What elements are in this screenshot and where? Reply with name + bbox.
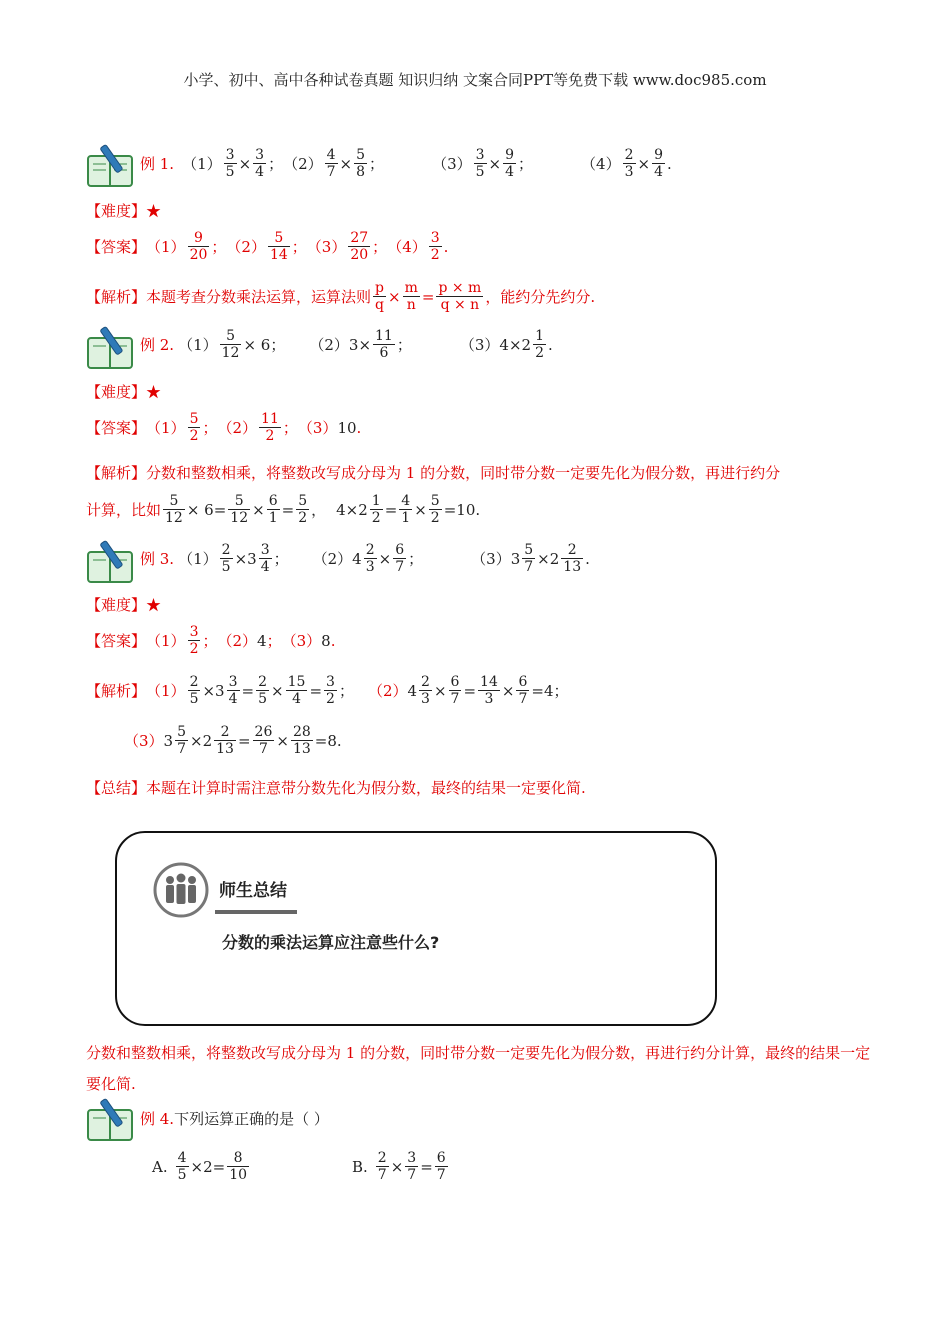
- example-2-line: 例 2. （1） $\frac{5}{12}$ × 6； （2）3× $\frac{11}{6}$ ； （3）4×2 $\frac{1}{2}$ .: [140, 328, 553, 361]
- analysis-line-3: 【解析】 （1） $\frac{2}{5}$ ×3 $\frac{3}{4}$ = $\frac{2}{5}$ × $\frac{15}{4}$ = $\frac{3}{2}$ ； （2） 4 $\frac{2}{3}$ × $\frac{6}{7}$ = $\frac{14}{3}$ × $\frac{6}{7}$ =4；: [86, 674, 569, 707]
- book-pencil-icon: [86, 1096, 134, 1146]
- difficulty-label: 【难度】★: [86, 383, 162, 401]
- fraction: $\frac{4}{7}$: [326, 147, 336, 180]
- fraction: $\frac{2}{3}$: [624, 147, 634, 180]
- teacher-student-summary-box: [115, 831, 717, 1026]
- summary-line: 【总结】本题在计算时需注意带分数先化为假分数，最终的结果一定要化简.: [86, 779, 586, 797]
- example-3-line: 例 3. （1） $\frac{2}{5}$ ×3 $\frac{3}{4}$ ； （2）4 $\frac{2}{3}$ × $\frac{6}{7}$ ； （3）3 $\frac{5}{7}$ ×2 $\frac{2}{13}$ .: [140, 542, 590, 575]
- fraction: $\frac{9}{4}$: [654, 147, 664, 180]
- summary-box-question: 分数的乘法运算应注意些什么?: [222, 933, 440, 952]
- part-label: （2）: [283, 155, 323, 173]
- analysis-line-2: 【解析】分数和整数相乘，将整数改写成分母为 1 的分数，同时带分数一定要先化为假分数，再进行约分: [86, 464, 781, 482]
- analysis-line-2b: 计算，比如 $\frac{5}{12}$ × 6= $\frac{5}{12}$ × $\frac{6}{1}$ = $\frac{5}{2}$ ， 4×2 $\frac{1}{2}$ = $\frac{4}{1}$ × $\frac{5}{2}$ =10 .: [86, 493, 481, 526]
- example-4-line: [140, 1108, 329, 1129]
- page-header: 小学、初中、高中各种试卷真题 知识归纳 文案合同PPT等免费下载 www.doc985.com: [183, 71, 767, 89]
- title-underline: [215, 910, 297, 914]
- answer-label: 【答案】: [86, 238, 147, 256]
- part-label: （3）: [432, 155, 472, 173]
- analysis-line-3b: （3） 3 $\frac{5}{7}$ ×2 $\frac{2}{13}$ = $\frac{26}{7}$ × $\frac{28}{13}$ =8.: [124, 724, 342, 757]
- example-4-title: 例 4.: [140, 1110, 175, 1128]
- option-a[interactable]: A. $\frac{4}{5}$ ×2= $\frac{8}{10}$: [152, 1150, 248, 1183]
- book-pencil-icon: [86, 538, 134, 588]
- conclusion-text: 分数和整数相乘，将整数改写成分母为 1 的分数，同时带分数一定要先化为假分数，再进行约分计算，最终的结果一定要化简.: [86, 1044, 871, 1093]
- example-3-title: 例 3.: [140, 550, 175, 568]
- part-label: （1）: [182, 155, 222, 173]
- option-b[interactable]: B. $\frac{2}{7}$ × $\frac{3}{7}$ = $\frac{6}{7}$: [352, 1150, 446, 1183]
- example-2-title: 例 2.: [140, 336, 175, 354]
- difficulty-label: 【难度】★: [86, 202, 162, 220]
- summary-box-title: 师生总结: [219, 881, 287, 901]
- fraction: $\frac{3}{5}$: [475, 147, 485, 180]
- analysis-line-1: 【解析】 本题考查分数乘法运算，运算法则 $\frac{p}{q}$ × $\frac{m}{n}$ = $\frac{p \times m}{q \times n}$ ，能约分先约分.: [86, 280, 596, 313]
- analysis-text: 本题考查分数乘法运算，运算法则: [146, 288, 372, 306]
- book-pencil-icon: [86, 324, 134, 374]
- answer-line-1: 【答案】 （1） $\frac{9}{20}$ ； （2） $\frac{5}{14}$ ； （3） $\frac{27}{20}$ ； （4） $\frac{3}{2}$ .: [86, 230, 449, 263]
- fraction: $\frac{5}{8}$: [356, 147, 366, 180]
- example-4-stem: 下列运算正确的是（ ）: [174, 1110, 329, 1128]
- answer-line-2: 【答案】 （1） $\frac{5}{2}$ ； （2） $\frac{11}{2}$ ； （3） 10 .: [86, 411, 362, 444]
- difficulty-label: 【难度】★: [86, 596, 162, 614]
- fraction: $\frac{9}{4}$: [505, 147, 515, 180]
- example-1-title: 例 1.: [140, 155, 175, 173]
- example-1-line: 例 1. （1） $\frac{3}{5}$ × $\frac{3}{4}$ ； （2） $\frac{4}{7}$ × $\frac{5}{8}$ ； （3） $\frac{3}{5}$ × $\frac{9}{4}$ ； （4） $\frac{2}{3}$ × $\frac{9}{4}$ .: [140, 147, 672, 180]
- fraction: $\frac{3}{5}$: [225, 147, 235, 180]
- part-label: （4）: [581, 155, 621, 173]
- book-pencil-icon: [86, 142, 134, 192]
- answer-line-3: 【答案】 （1） $\frac{3}{2}$ ； （2） 4 ； （3） 8 .: [86, 624, 336, 657]
- fraction: $\frac{3}{4}$: [255, 147, 265, 180]
- people-group-icon: [153, 862, 209, 922]
